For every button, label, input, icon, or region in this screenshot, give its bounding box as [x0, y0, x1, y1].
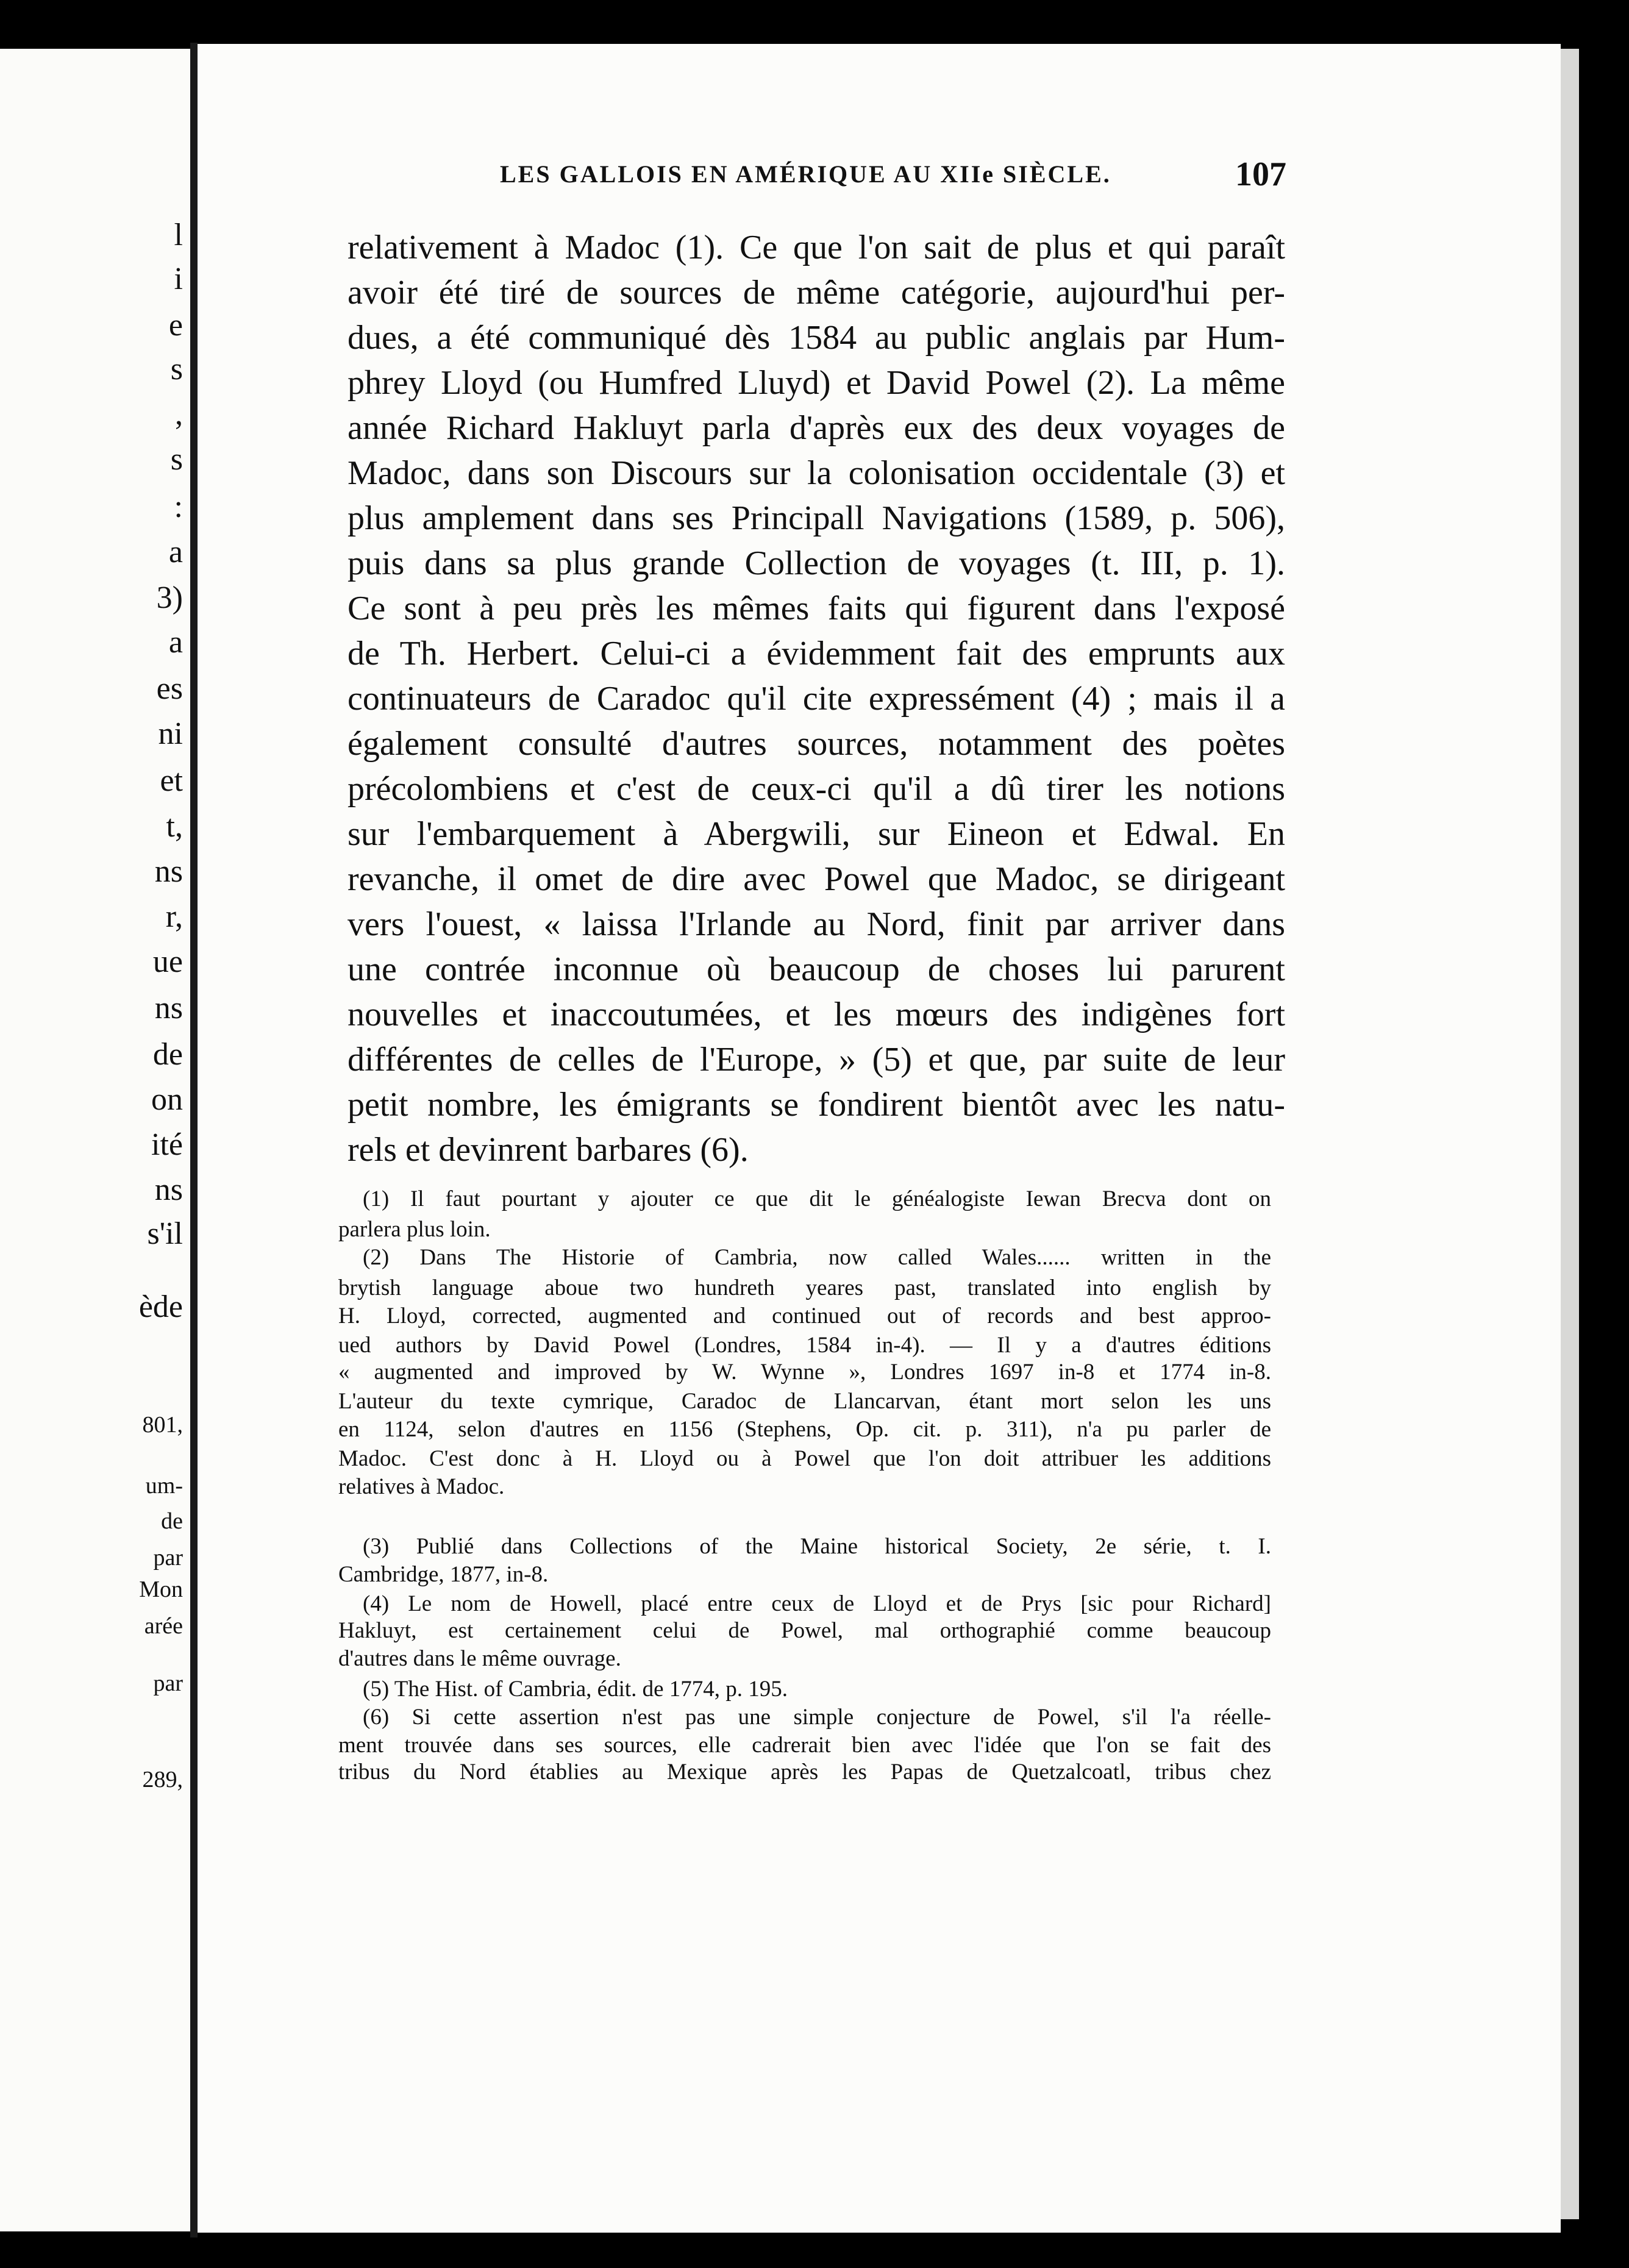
body-line: année Richard Hakluyt parla d'après eux des deux voyages de — [348, 409, 1285, 447]
footnote-line: Hakluyt, est certainement celui de Powel, mal orthographié comme beaucoup — [338, 1618, 1271, 1643]
body-line: avoir été tiré de sources de même catégorie, aujourd'hui per- — [348, 274, 1285, 312]
left-page-fragment: et — [160, 763, 183, 798]
left-page-fragment: ède — [138, 1289, 183, 1324]
body-line: également consulté d'autres sources, notamment des poètes — [348, 725, 1285, 763]
left-page-fragment: s'il — [147, 1216, 183, 1251]
footnote-line: ment trouvée dans ses sources, elle cadrerait bien avec l'idée que l'on se fait des — [338, 1733, 1271, 1758]
footnote-line: (1) Il faut pourtant y ajouter ce que dit le généalogiste Iewan Brecva dont on — [363, 1186, 1271, 1211]
footnote-line: Cambridge, 1877, in-8. — [338, 1562, 549, 1587]
page-edge — [1561, 49, 1579, 2219]
left-page-fragment: e — [168, 308, 183, 343]
body-line: Ce sont à peu près les mêmes faits qui figurent dans l'exposé — [348, 590, 1285, 627]
left-page-fragment: de — [152, 1037, 183, 1072]
running-title: LES GALLOIS EN AMÉRIQUE AU XIIe SIÈCLE. — [500, 160, 1111, 188]
body-line: puis dans sa plus grande Collection de voyages (t. III, p. 1). — [348, 544, 1285, 582]
left-page-fragment: de — [161, 1508, 183, 1534]
left-page-fragment: par — [153, 1545, 183, 1571]
body-line: précolombiens et c'est de ceux-ci qu'il a dû tirer les notions — [348, 770, 1285, 808]
footnote-line: relatives à Madoc. — [338, 1474, 505, 1499]
footnote-line: (3) Publié dans Collections of the Maine historical Society, 2e série, t. I. — [363, 1534, 1271, 1559]
body-line: nouvelles et inaccoutumées, et les mœurs des indigènes fort — [348, 996, 1285, 1033]
footnote-line: brytish language aboue two hundreth yeares past, translated into english by — [338, 1275, 1271, 1300]
left-page-fragment: ité — [151, 1127, 183, 1162]
body-line: de Th. Herbert. Celui-ci a évidemment fait des emprunts aux — [348, 635, 1285, 672]
left-page-fragment: l — [174, 218, 183, 252]
left-page-fragment: on — [151, 1082, 183, 1117]
left-page-fragment: s — [170, 442, 183, 477]
footnote-line: ued authors by David Powel (Londres, 1584 in-4). — Il y a d'autres éditions — [338, 1333, 1271, 1358]
footnote-line: en 1124, selon d'autres en 1156 (Stephens, Op. cit. p. 311), n'a pu parler de — [338, 1417, 1271, 1442]
left-page-fragment: um- — [145, 1473, 183, 1499]
body-line: phrey Lloyd (ou Humfred Lluyd) et David Powel (2). La même — [348, 364, 1285, 402]
left-page-fragment: es — [156, 671, 183, 706]
left-page-fragment: r, — [165, 899, 183, 934]
left-page-fragment: arée — [144, 1613, 183, 1639]
body-line: Madoc, dans son Discours sur la colonisation occidentale (3) et — [348, 454, 1285, 492]
footnote-line: (6) Si cette assertion n'est pas une simple conjecture de Powel, s'il l'a réelle- — [363, 1705, 1271, 1730]
footnote-line: H. Lloyd, corrected, augmented and continued out of records and best approo- — [338, 1303, 1271, 1328]
left-page-fragment: par — [153, 1671, 183, 1696]
left-page-fragment: ue — [152, 944, 183, 979]
footnote-line: tribus du Nord établies au Mexique après les Papas de Quetzalcoatl, tribus chez — [338, 1760, 1271, 1785]
left-page-fragment: ns — [154, 1172, 183, 1207]
left-page-fragment: 801, — [142, 1412, 183, 1438]
footnote-line: Madoc. C'est donc à H. Lloyd ou à Powel que l'on doit attribuer les additions — [338, 1446, 1271, 1471]
body-line: différentes de celles de l'Europe, » (5) et que, par suite de leur — [348, 1041, 1285, 1079]
footnote-line: parlera plus loin. — [338, 1217, 491, 1242]
body-line: continuateurs de Caradoc qu'il cite expressément (4) ; mais il a — [348, 680, 1285, 718]
left-page-fragment: 3) — [156, 580, 183, 615]
left-page-fragment: , — [175, 397, 183, 432]
footnote-line: (2) Dans The Historie of Cambria, now called Wales...... written in the — [363, 1245, 1271, 1270]
footnote-line: d'autres dans le même ouvrage. — [338, 1646, 621, 1671]
body-line: rels et devinrent barbares (6). — [348, 1131, 749, 1169]
footnote-line: (4) Le nom de Howell, placé entre ceux de Lloyd et de Prys [sic pour Richard] — [363, 1591, 1271, 1616]
left-page-fragment: a — [168, 535, 183, 569]
left-page-fragment: s — [170, 352, 183, 387]
book-gutter — [190, 43, 198, 2238]
left-page-fragment: ns — [154, 854, 183, 889]
running-header — [500, 155, 1286, 202]
left-page-fragment: i — [174, 262, 183, 296]
footnote-line: (5) The Hist. of Cambria, édit. de 1774, p. 195. — [363, 1677, 788, 1702]
body-line: plus amplement dans ses Principall Navigations (1589, p. 506), — [348, 499, 1285, 537]
footnote-line: « augmented and improved by W. Wynne », Londres 1697 in-8 et 1774 in-8. — [338, 1360, 1271, 1385]
left-page-fragment: ni — [158, 716, 183, 751]
left-page-fragment: Mon — [139, 1577, 183, 1602]
body-line: sur l'embarquement à Abergwili, sur Eineon et Edwal. En — [348, 815, 1285, 853]
body-line: revanche, il omet de dire avec Powel que Madoc, se dirigeant — [348, 860, 1285, 898]
left-page-fragment: a — [168, 625, 183, 660]
left-page-fragment: 289, — [142, 1767, 183, 1792]
footnote-line: L'auteur du texte cymrique, Caradoc de Llancarvan, étant mort selon les uns — [338, 1389, 1271, 1414]
page-number: 107 — [1235, 155, 1286, 193]
body-line: dues, a été communiqué dès 1584 au public anglais par Hum- — [348, 319, 1285, 357]
body-line: vers l'ouest, « laissa l'Irlande au Nord, finit par arriver dans — [348, 905, 1285, 943]
left-page-fragment: : — [174, 490, 183, 524]
body-line: relativement à Madoc (1). Ce que l'on sait de plus et qui paraît — [348, 229, 1285, 266]
left-page-fragment: ns — [154, 991, 183, 1025]
body-line: petit nombre, les émigrants se fondirent bientôt avec les natu- — [348, 1086, 1285, 1124]
body-line: une contrée inconnue où beaucoup de choses lui parurent — [348, 950, 1285, 988]
left-page-fragment: t, — [166, 809, 183, 844]
